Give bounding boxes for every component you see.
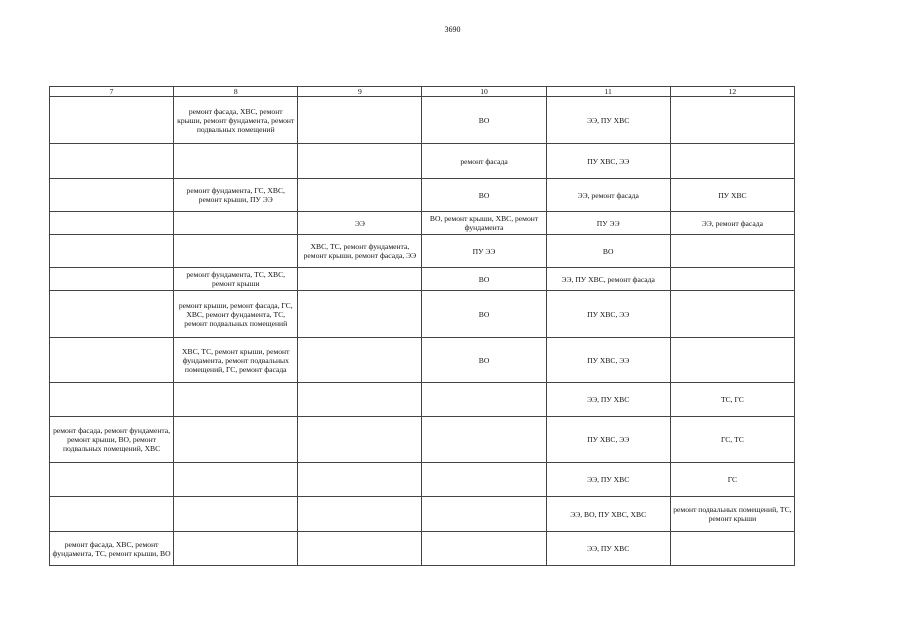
table-cell: ВО [422, 97, 546, 144]
table-cell [174, 144, 298, 179]
table-cell [50, 97, 174, 144]
table-cell: ЭЭ [298, 212, 422, 235]
works-table [49, 86, 795, 566]
table-cell [50, 383, 174, 417]
table-row [50, 417, 795, 463]
table-cell [50, 144, 174, 179]
table-cell [670, 144, 794, 179]
table-cell [670, 97, 794, 144]
table-cell [50, 212, 174, 235]
table-row [50, 463, 795, 497]
table-cell [174, 212, 298, 235]
table-cell [298, 383, 422, 417]
table-cell: ЭЭ, ВО, ПУ ХВС, ХВС [546, 497, 670, 532]
table-cell [422, 417, 546, 463]
table-cell [174, 383, 298, 417]
table-row [50, 235, 795, 268]
table-cell: ремонт фасада, ремонт фундамента, ремонт крыши, ВО, ремонт подвальных помещений, ХВС [50, 417, 174, 463]
table-cell: ремонт фасада, ХВС, ремонт крыши, ремонт фундамента, ремонт подвальных помещений [174, 97, 298, 144]
table-cell: ВО [422, 291, 546, 338]
column-header: 11 [546, 87, 670, 97]
table-cell: ремонт фасада [422, 144, 546, 179]
table-cell [174, 463, 298, 497]
table-row [50, 97, 795, 144]
table-cell: ремонт фундамента, ТС, ХВС, ремонт крыши [174, 268, 298, 291]
table-cell: ПУ ХВС, ЭЭ [546, 338, 670, 383]
table-row [50, 291, 795, 338]
table-row [50, 268, 795, 291]
table-cell: ХВС, ТС, ремонт фундамента, ремонт крыши, ремонт фасада, ЭЭ [298, 235, 422, 268]
column-header: 10 [422, 87, 546, 97]
table-cell [670, 291, 794, 338]
table-row [50, 179, 795, 212]
table-cell: ремонт крыши, ремонт фасада, ГС, ХВС, ремонт фундамента, ТС, ремонт подвальных помещений [174, 291, 298, 338]
table-cell [422, 463, 546, 497]
table-cell: ЭЭ, ремонт фасада [670, 212, 794, 235]
table-cell [50, 291, 174, 338]
table-cell [298, 497, 422, 532]
table-cell [50, 179, 174, 212]
table-cell [50, 338, 174, 383]
table-cell [50, 497, 174, 532]
table-cell: ГС [670, 463, 794, 497]
table-row [50, 532, 795, 566]
table-cell [298, 417, 422, 463]
table-cell: ПУ ЭЭ [546, 212, 670, 235]
table-cell: ВО [422, 179, 546, 212]
column-header: 12 [670, 87, 794, 97]
table-cell [50, 463, 174, 497]
table-cell: ПУ ХВС, ЭЭ [546, 417, 670, 463]
table-cell: ПУ ХВС, ЭЭ [546, 291, 670, 338]
column-header: 9 [298, 87, 422, 97]
table-cell [298, 532, 422, 566]
table-cell [422, 532, 546, 566]
table-cell [298, 291, 422, 338]
table-cell [298, 338, 422, 383]
table-cell: ВО, ремонт крыши, ХВС, ремонт фундамента [422, 212, 546, 235]
table-cell [174, 497, 298, 532]
table-cell [670, 532, 794, 566]
table-body [50, 97, 795, 566]
table-row [50, 144, 795, 179]
table-cell [50, 268, 174, 291]
table-cell: ПУ ЭЭ [422, 235, 546, 268]
table-cell: ВО [546, 235, 670, 268]
table-cell: ТС, ГС [670, 383, 794, 417]
table-cell [298, 179, 422, 212]
table-cell [298, 463, 422, 497]
table-cell [670, 235, 794, 268]
table-cell: ГС, ТС [670, 417, 794, 463]
table-cell [670, 338, 794, 383]
table-cell [50, 235, 174, 268]
table-cell: ЭЭ, ПУ ХВС [546, 463, 670, 497]
table-cell: ХВС, ТС, ремонт крыши, ремонт фундамента, ремонт подвальных помещений, ГС, ремонт фасада [174, 338, 298, 383]
table-cell [174, 532, 298, 566]
table-cell: ПУ ХВС [670, 179, 794, 212]
table-cell: ПУ ХВС, ЭЭ [546, 144, 670, 179]
table-cell [174, 417, 298, 463]
page-number: 3690 [444, 25, 461, 34]
table-cell: ЭЭ, ПУ ХВС [546, 532, 670, 566]
table-row [50, 383, 795, 417]
table-cell: ремонт фасада, ХВС, ремонт фундамента, ТС, ремонт крыши, ВО [50, 532, 174, 566]
table-row [50, 212, 795, 235]
table-cell: ремонт подвальных помещений, ТС, ремонт крыши [670, 497, 794, 532]
table-cell: ЭЭ, ПУ ХВС [546, 97, 670, 144]
table-cell: ЭЭ, ПУ ХВС [546, 383, 670, 417]
column-header: 8 [174, 87, 298, 97]
table-cell [422, 497, 546, 532]
table-cell: ВО [422, 268, 546, 291]
table-cell: ЭЭ, ПУ ХВС, ремонт фасада [546, 268, 670, 291]
table-row [50, 497, 795, 532]
table-cell: ВО [422, 338, 546, 383]
table-row [50, 338, 795, 383]
table-cell [298, 268, 422, 291]
column-header: 7 [50, 87, 174, 97]
table-cell [298, 97, 422, 144]
table-cell: ЭЭ, ремонт фасада [546, 179, 670, 212]
header-row [50, 87, 795, 97]
table-cell [298, 144, 422, 179]
table-header [50, 87, 795, 97]
table-cell [670, 268, 794, 291]
table-cell: ремонт фундамента, ГС, ХВС, ремонт крыши, ПУ ЭЭ [174, 179, 298, 212]
table-cell [174, 235, 298, 268]
table-cell [422, 383, 546, 417]
